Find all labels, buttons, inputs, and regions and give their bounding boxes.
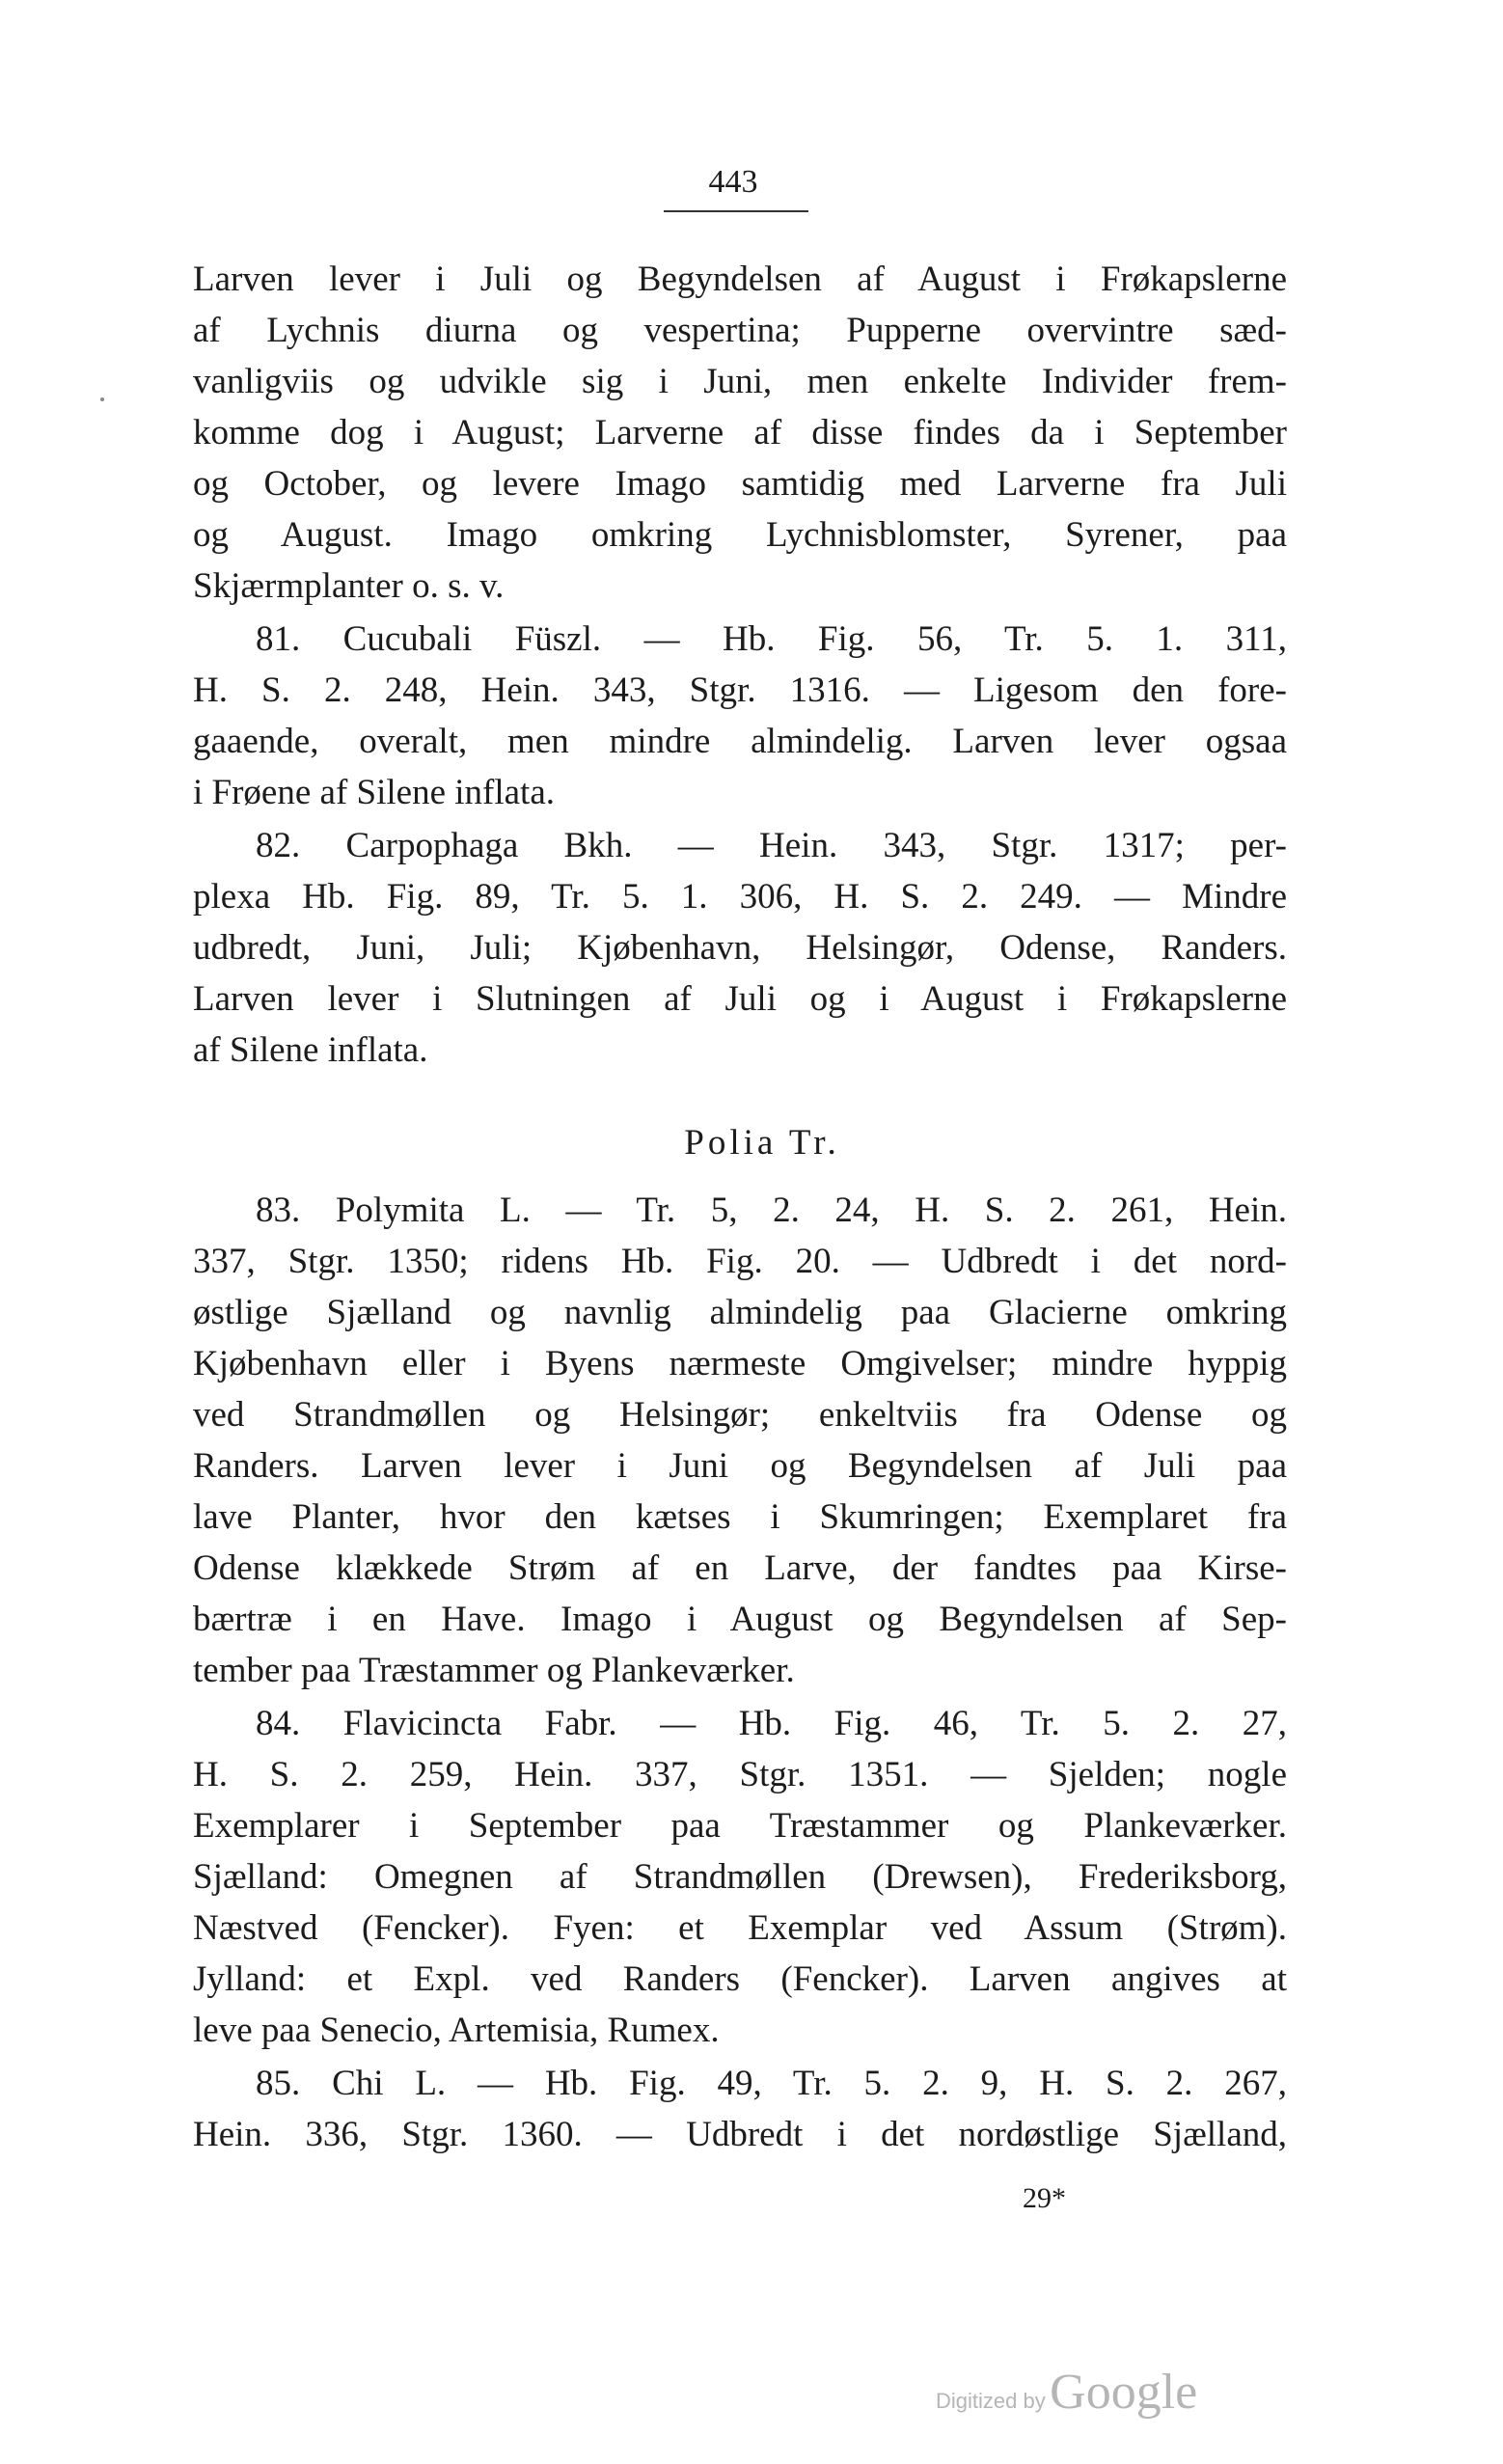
entry-85-line: 85. Chi L. — Hb. Fig. 49, Tr. 5. 2. 9, H. S. 2. 267, bbox=[256, 2064, 1287, 2103]
section-heading-polia: Polia Tr. bbox=[684, 1123, 840, 1163]
text-line: udbredt, Juni, Juli; Kjøbenhavn, Helsingør, Odense, Randers. bbox=[193, 928, 1287, 968]
text-line: Hein. 336, Stgr. 1360. — Udbredt i det nordøstlige Sjælland, bbox=[193, 2115, 1287, 2154]
text-line: Randers. Larven lever i Juni og Begyndelsen af Juli paa bbox=[193, 1446, 1287, 1486]
scan-speck bbox=[100, 397, 104, 401]
text-line: Næstved (Fencker). Fyen: et Exemplar ved Assum (Strøm). bbox=[193, 1908, 1287, 1948]
text-line: komme dog i August; Larverne af disse findes da i September bbox=[193, 413, 1287, 452]
text-line: og August. Imago omkring Lychnisblomster, Syrener, paa bbox=[193, 515, 1287, 555]
text-line: bærtræ i en Have. Imago i August og Begyndelsen af Sep- bbox=[193, 1600, 1287, 1639]
entry-81-line: 81. Cucubali Füszl. — Hb. Fig. 56, Tr. 5. 1. 311, bbox=[256, 619, 1287, 659]
entry-82-line: 82. Carpophaga Bkh. — Hein. 343, Stgr. 1317; per- bbox=[256, 826, 1287, 865]
text-line: Sjælland: Omegnen af Strandmøllen (Drewsen), Frederiksborg, bbox=[193, 1857, 1287, 1897]
entry-84-line: 84. Flavicincta Fabr. — Hb. Fig. 46, Tr. 5. 2. 27, bbox=[256, 1704, 1287, 1743]
text-line: 337, Stgr. 1350; ridens Hb. Fig. 20. — Udbredt i det nord- bbox=[193, 1242, 1287, 1281]
google-logo: Google bbox=[1050, 2365, 1198, 2420]
text-line: Exemplarer i September paa Træstammer og Plankeværker. bbox=[193, 1806, 1287, 1846]
text-line: i Frøene af Silene inflata. bbox=[193, 773, 556, 812]
text-line: H. S. 2. 259, Hein. 337, Stgr. 1351. — Sjelden; nogle bbox=[193, 1755, 1287, 1794]
watermark-prefix: Digitized by bbox=[936, 2389, 1046, 2413]
text-line: Larven lever i Slutningen af Juli og i August i Frøkapslerne bbox=[193, 979, 1287, 1019]
text-line: plexa Hb. Fig. 89, Tr. 5. 1. 306, H. S. 2. 249. — Mindre bbox=[193, 877, 1287, 917]
text-line: af Lychnis diurna og vespertina; Pupperne overvintre sæd- bbox=[193, 311, 1287, 350]
text-line: ved Strandmøllen og Helsingør; enkeltviis fra Odense og bbox=[193, 1395, 1287, 1435]
digitized-watermark bbox=[936, 2364, 1197, 2421]
text-line: vanligviis og udvikle sig i Juni, men enkelte Individer frem- bbox=[193, 362, 1287, 401]
page-number-rule bbox=[664, 210, 808, 212]
page-number: 443 bbox=[708, 164, 758, 200]
text-line: Skjærmplanter o. s. v. bbox=[193, 566, 505, 606]
text-line: leve paa Senecio, Artemisia, Rumex. bbox=[193, 2011, 720, 2050]
text-line: H. S. 2. 248, Hein. 343, Stgr. 1316. — Ligesom den fore- bbox=[193, 671, 1287, 710]
entry-83-line: 83. Polymita L. — Tr. 5, 2. 24, H. S. 2. 261, Hein. bbox=[256, 1191, 1287, 1230]
text-line: og October, og levere Imago samtidig med Larverne fra Juli bbox=[193, 464, 1287, 504]
text-line: gaaende, overalt, men mindre almindelig. Larven lever ogsaa bbox=[193, 722, 1287, 761]
text-line: af Silene inflata. bbox=[193, 1030, 428, 1070]
signature-mark: 29* bbox=[1023, 2182, 1066, 2214]
text-line: tember paa Træstammer og Plankeværker. bbox=[193, 1651, 795, 1690]
text-line: østlige Sjælland og navnlig almindelig paa Glacierne omkring bbox=[193, 1293, 1287, 1332]
text-line: Larven lever i Juli og Begyndelsen af August i Frøkapslerne bbox=[193, 260, 1287, 299]
text-line: Odense klækkede Strøm af en Larve, der fandtes paa Kirse- bbox=[193, 1548, 1287, 1588]
text-line: Kjøbenhavn eller i Byens nærmeste Omgivelser; mindre hyppig bbox=[193, 1344, 1287, 1383]
text-line: lave Planter, hvor den kætses i Skumringen; Exemplaret fra bbox=[193, 1497, 1287, 1537]
text-line: Jylland: et Expl. ved Randers (Fencker). Larven angives at bbox=[193, 1959, 1287, 1999]
